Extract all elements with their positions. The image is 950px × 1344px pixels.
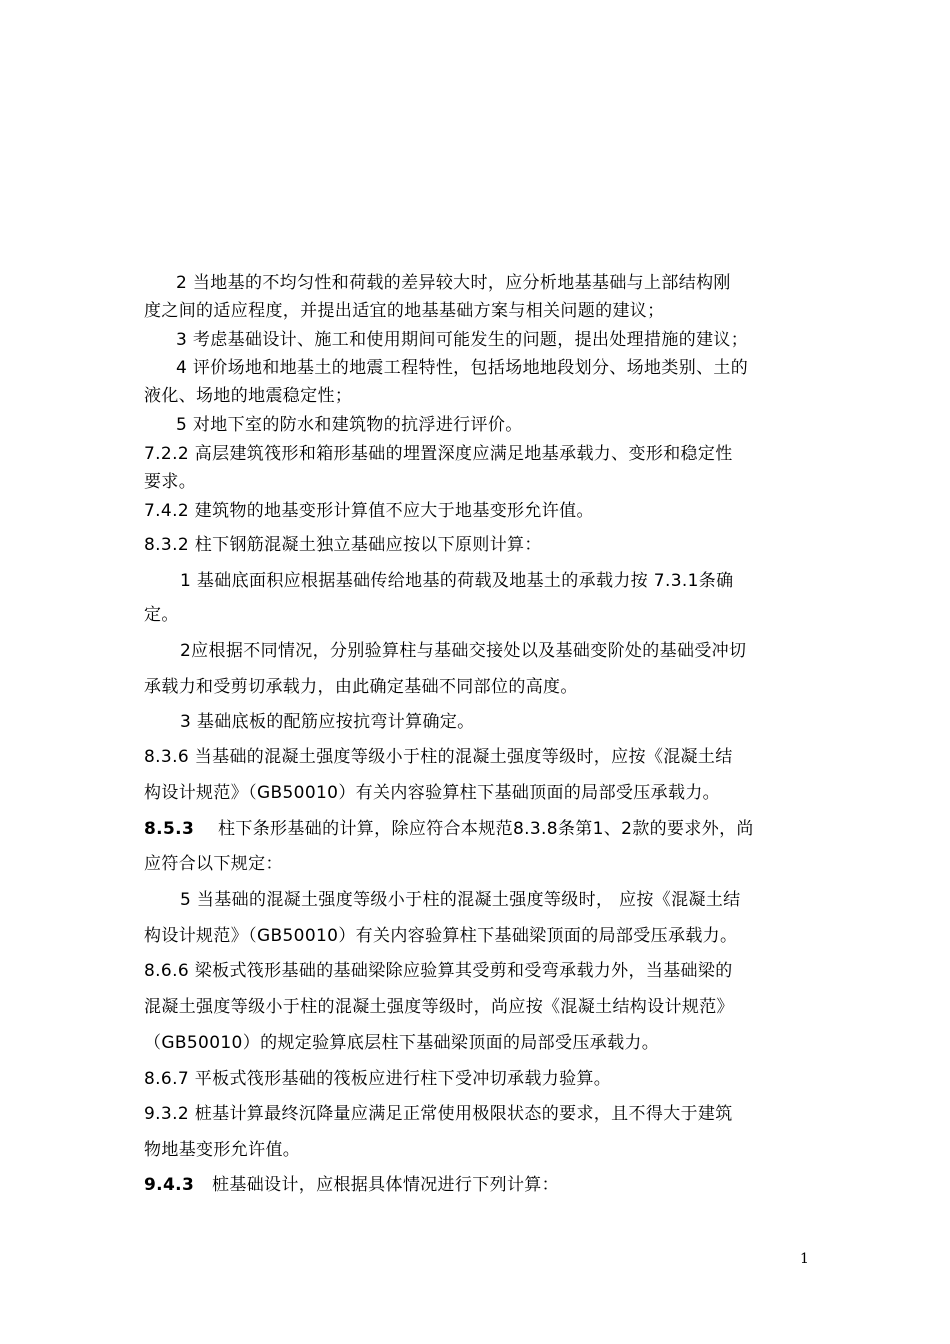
text-line: 2 当地基的不均匀性和荷载的差异较大时，应分析地基基础与上部结构刚 bbox=[176, 273, 731, 293]
text-line: 5 当基础的混凝土强度等级小于柱的混凝土强度等级时， 应按《混凝土结 bbox=[180, 890, 741, 910]
text-line: 5 对地下室的防水和建筑物的抗浮进行评价。 bbox=[176, 415, 523, 435]
text-line: 定。 bbox=[144, 605, 179, 625]
text-line: （GB50010）的规定验算底层柱下基础梁顶面的局部受压承载力。 bbox=[144, 1033, 660, 1053]
text-line: 4 评价场地和地基土的地震工程特性，包括场地地段划分、场地类别、土的 bbox=[176, 358, 749, 378]
text-line: 9.3.2 桩基计算最终沉降量应满足正常使用极限状态的要求，且不得大于建筑 bbox=[144, 1104, 733, 1124]
clause-number: 8.5.3 bbox=[144, 819, 195, 839]
text-line: 应符合以下规定： bbox=[144, 854, 283, 874]
text-line: 3 考虑基础设计、施工和使用期间可能发生的问题，提出处理措施的建议； bbox=[176, 330, 749, 350]
text-line: 混凝土强度等级小于柱的混凝土强度等级时，尚应按《混凝土结构设计规范》 bbox=[144, 997, 734, 1017]
text-line: 3 基础底板的配筋应按抗弯计算确定。 bbox=[180, 712, 475, 732]
clause-number: 9.4.3 bbox=[144, 1175, 195, 1195]
text-line: 7.2.2 高层建筑筏形和箱形基础的埋置深度应满足地基承载力、变形和稳定性 bbox=[144, 444, 733, 464]
text-line: 8.6.6 梁板式筏形基础的基础梁除应验算其受剪和受弯承载力外，当基础梁的 bbox=[144, 961, 733, 981]
text-line: 物地基变形允许值。 bbox=[144, 1140, 301, 1160]
text-line: 要求。 bbox=[144, 472, 197, 492]
text-line: 2应根据不同情况，分别验算柱与基础交接处以及基础变阶处的基础受冲切 bbox=[180, 641, 747, 661]
text-line: 柱下条形基础的计算，除应符合本规范8.3.8条第1、2款的要求外，尚 bbox=[218, 819, 754, 839]
text-line: 度之间的适应程度，并提出适宜的地基基础方案与相关问题的建议； bbox=[144, 301, 665, 321]
text-line: 桩基础设计，应根据具体情况进行下列计算： bbox=[212, 1175, 559, 1195]
text-line: 承载力和受剪切承载力，由此确定基础不同部位的高度。 bbox=[144, 677, 578, 697]
text-line: 构设计规范》（GB50010）有关内容验算柱下基础梁顶面的局部受压承载力。 bbox=[144, 926, 738, 946]
text-line: 7.4.2 建筑物的地基变形计算值不应大于地基变形允许值。 bbox=[144, 501, 594, 521]
page-number: 1 bbox=[800, 1251, 809, 1267]
text-line: 8.3.2 柱下钢筋混凝土独立基础应按以下原则计算： bbox=[144, 535, 542, 555]
text-line: 8.6.7 平板式筏形基础的筏板应进行柱下受冲切承载力验算。 bbox=[144, 1069, 612, 1089]
text-line: 液化、场地的地震稳定性； bbox=[144, 386, 353, 406]
text-line: 构设计规范》（GB50010）有关内容验算柱下基础顶面的局部受压承载力。 bbox=[144, 783, 721, 803]
text-line: 8.3.6 当基础的混凝土强度等级小于柱的混凝土强度等级时，应按《混凝土结 bbox=[144, 747, 733, 767]
text-line: 1 基础底面积应根据基础传给地基的荷载及地基土的承载力按 7.3.1条确 bbox=[180, 571, 734, 591]
